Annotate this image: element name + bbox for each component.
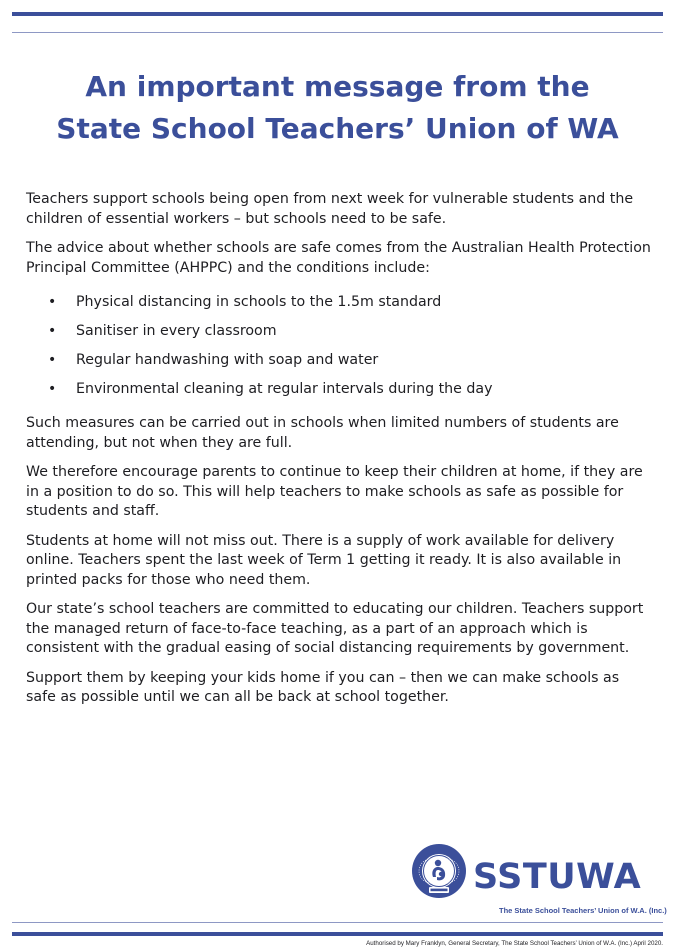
- bottom-rule-thin: [12, 922, 663, 923]
- top-rule-thick: [12, 12, 663, 16]
- paragraph-committed: Our state’s school teachers are committed to educating our children. Teachers support the managed return of face-to-face teaching, as a part of an approach which is consistent with the gradual easing of social distancing requirements by government.: [26, 601, 644, 656]
- paragraph-measures: Such measures can be carried out in schools when limited numbers of students are attending, but not when they are full.: [26, 415, 619, 451]
- headline-line-2: State School Teachers’ Union of WA: [56, 112, 619, 145]
- headline-line-1: An important message from the: [85, 70, 590, 103]
- condition-item: • Sanitiser in every classroom: [26, 317, 652, 346]
- paragraph-advice: The advice about whether schools are safe comes from the Australian Health Protection Principal Committee (AHPPC) and the conditions include:: [26, 240, 651, 276]
- top-rule-thin: [12, 32, 663, 33]
- logo-wordmark: SSTUWA: [473, 857, 642, 897]
- condition-item: • Regular handwashing with soap and water: [26, 346, 652, 375]
- logo-tagline: The State School Teachers’ Union of W.A. (Inc.): [499, 906, 667, 915]
- union-seal-icon: [411, 843, 467, 899]
- condition-item: • Environmental cleaning at regular intervals during the day: [26, 375, 652, 404]
- headline: [20, 66, 655, 150]
- message-body: [26, 190, 652, 718]
- paragraph-encourage: We therefore encourage parents to continue to keep their children at home, if they are in a position to do so. This will help teachers to make schools as safe as possible for students and staff.: [26, 464, 643, 519]
- bottom-rule-thick: [12, 932, 663, 936]
- paragraph-support: Support them by keeping your kids home if you can – then we can make schools as safe as possible until we can all be back at school together.: [26, 669, 620, 705]
- condition-item: • Physical distancing in schools to the 1.5m standard: [26, 288, 652, 317]
- sstuwa-logo: [411, 843, 667, 921]
- paragraph-intro: Teachers support schools being open from next week for vulnerable students and the children of essential workers – but schools need to be safe.: [26, 191, 634, 227]
- conditions-list: [26, 288, 652, 404]
- paragraph-students-home: Students at home will not miss out. There is a supply of work available for delivery online. Teachers spent the last week of Term 1 getting it ready. It is also available in printed packs for those who need them.: [26, 532, 622, 588]
- authorisation-note: Authorised by Mary Franklyn, General Secretary, The State School Teachers’ Union of W.A. (Inc.) April 2020.: [366, 940, 663, 947]
